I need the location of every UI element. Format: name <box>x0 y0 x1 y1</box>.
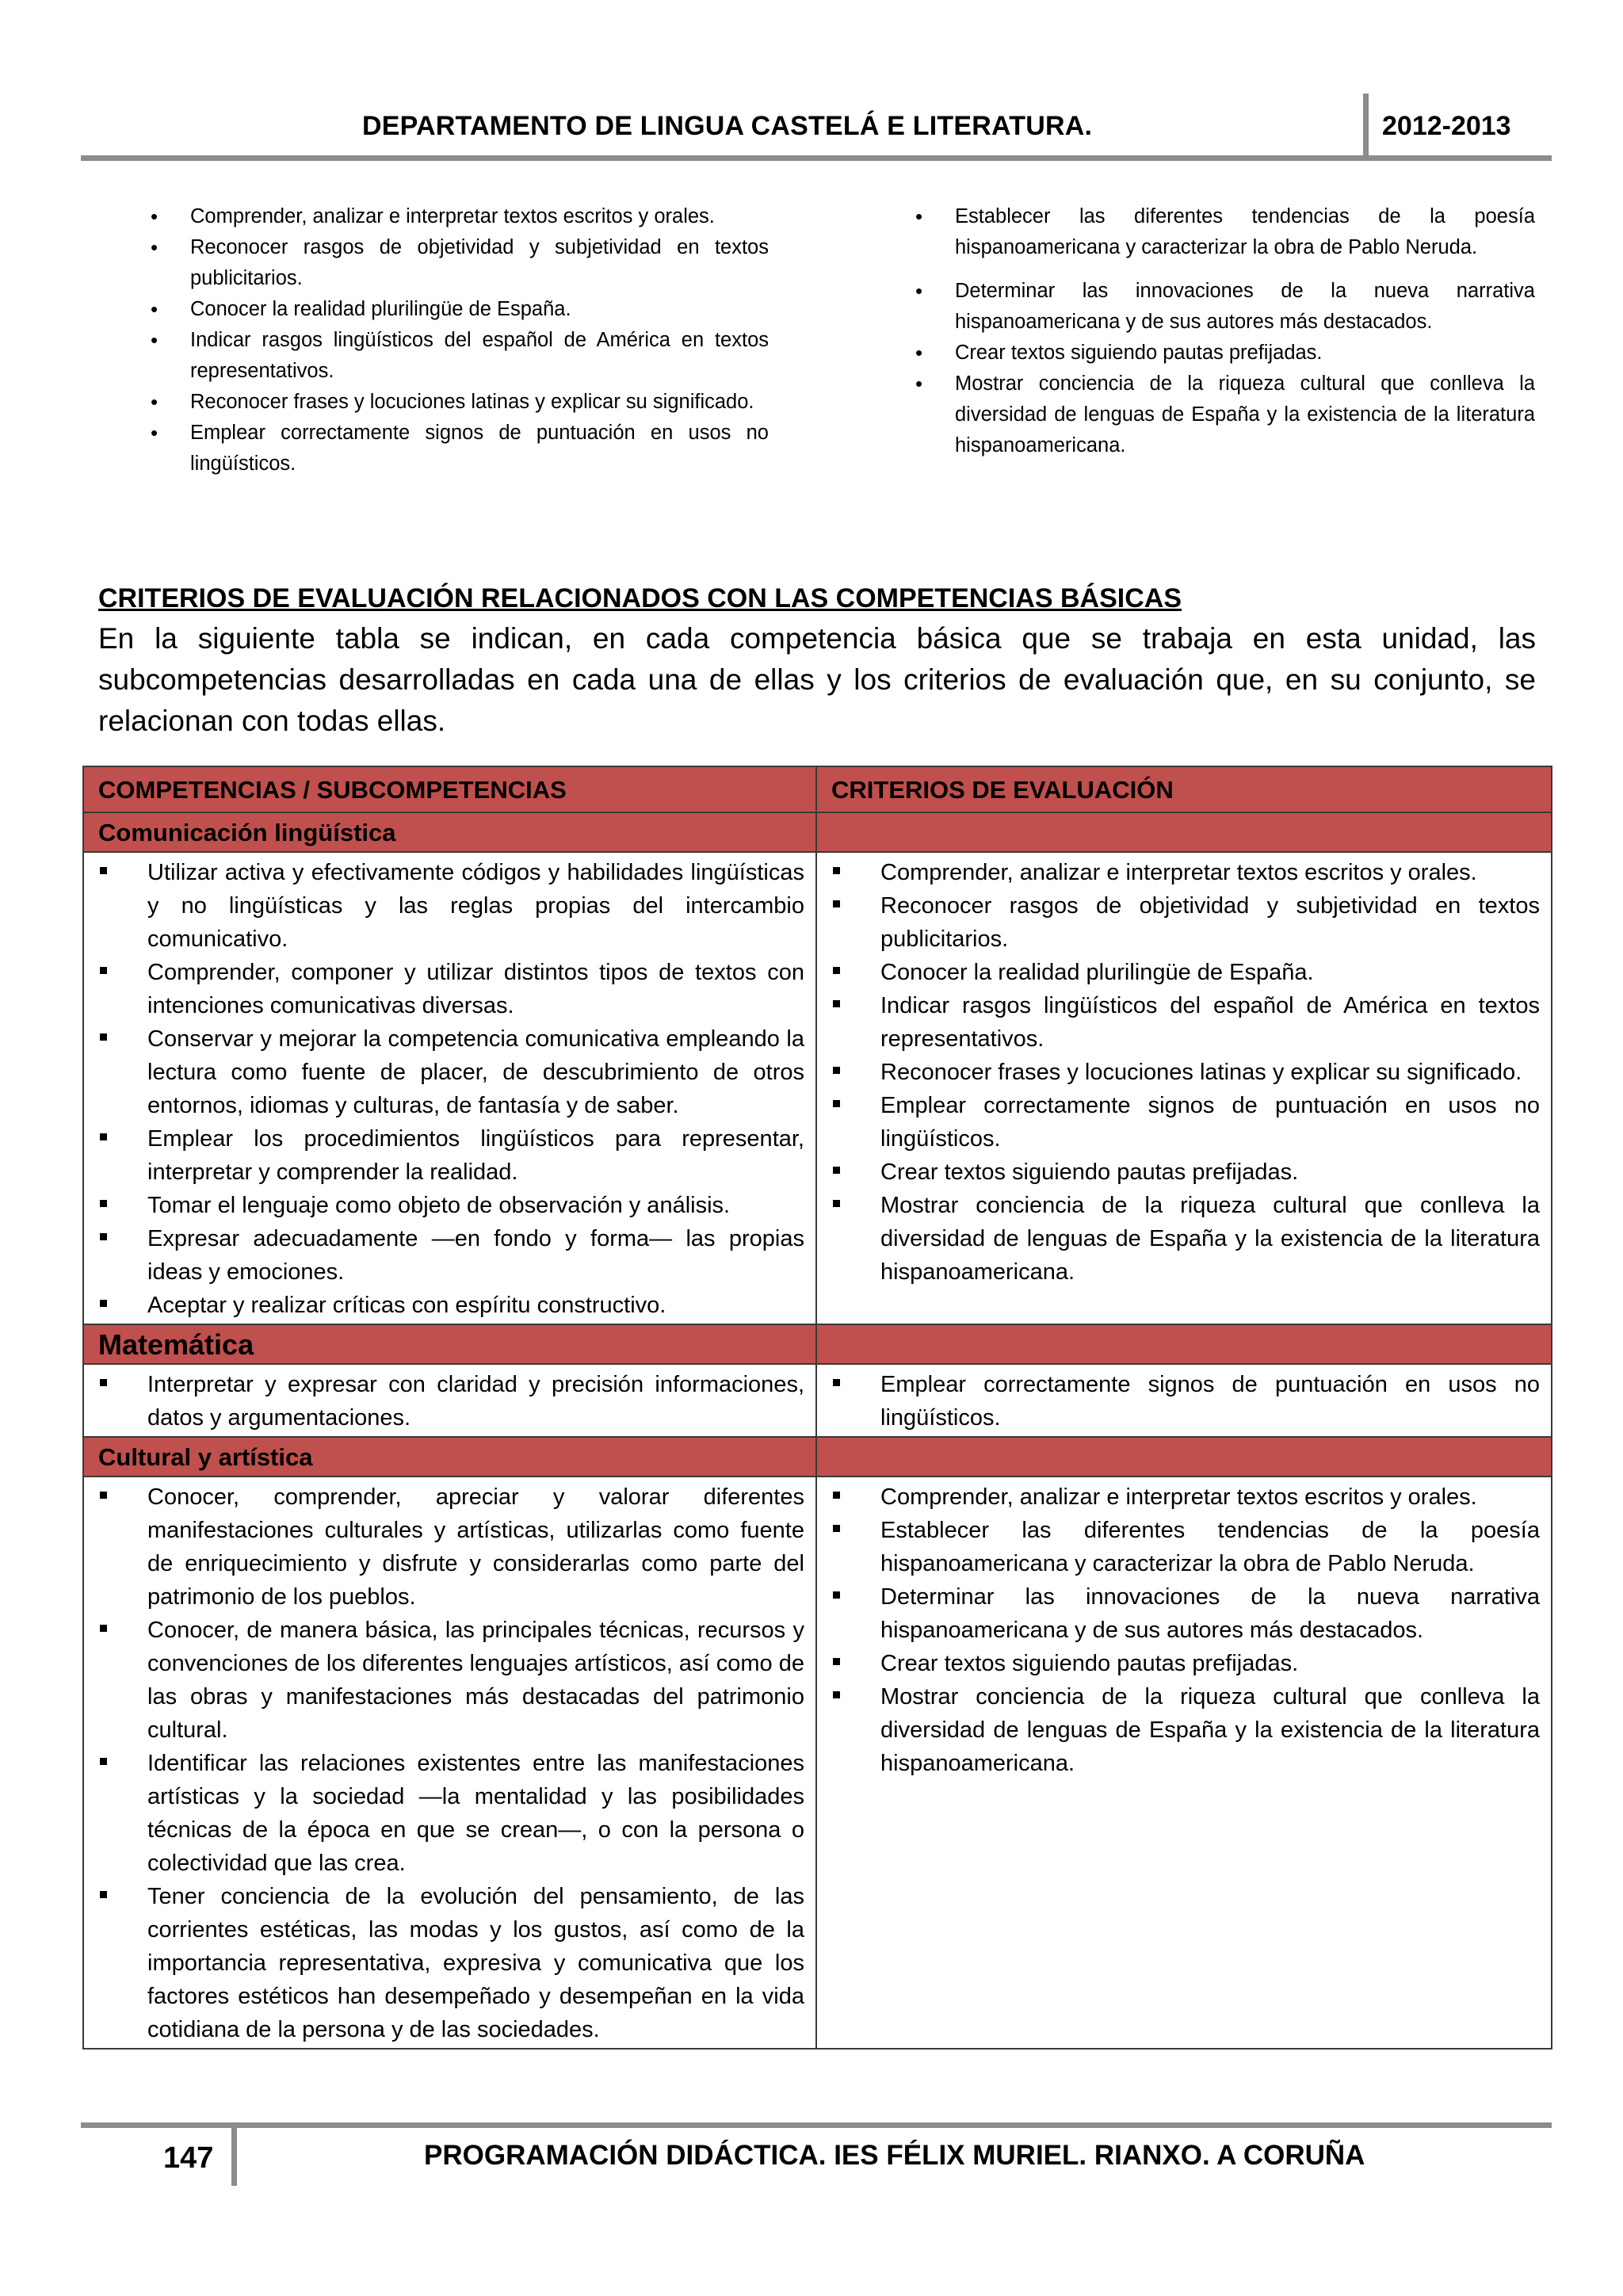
table-row <box>83 1477 1552 2049</box>
square-bullet-icon <box>833 1492 840 1499</box>
header-year: 2012-2013 <box>1382 111 1511 141</box>
footer-text: PROGRAMACIÓN DIDÁCTICA. IES FÉLIX MURIEL. RIANXO. A CORUÑA <box>424 2140 1365 2171</box>
section-empty-cell <box>816 812 1552 852</box>
list-item: Conocer, de manera básica, las principales técnicas, recursos y convenciones de los diferentes lenguajes artísticos, así como de las obras y manifestaciones más destacadas del patrimonio cultural. <box>98 1614 804 1747</box>
list-item: • Establecer las diferentes tendencias de la poesía hispanoamericana y caracterizar la obra de Pablo Neruda. <box>915 201 1535 263</box>
section-row-comunicacion <box>83 812 1552 852</box>
square-bullet-icon <box>833 1067 840 1074</box>
square-bullet-icon <box>833 1525 840 1532</box>
page-footer <box>81 2122 1552 2186</box>
bullet-icon: • <box>915 341 923 365</box>
objectives-right-list <box>915 201 1535 461</box>
list-item: Emplear correctamente signos de puntuación en usos no lingüísticos. <box>831 1368 1540 1435</box>
criterios-cell <box>816 1364 1552 1437</box>
list-item: Establecer las diferentes tendencias de la poesía hispanoamericana y caracterizar la obra de Pablo Neruda. <box>831 1514 1540 1580</box>
bullet-icon: • <box>151 235 158 259</box>
bullet-icon: • <box>151 390 158 414</box>
list-item: Mostrar conciencia de la riqueza cultural que conlleva la diversidad de lenguas de España y la existencia de la literatura hispanoamericana. <box>831 1680 1540 1780</box>
square-bullet-icon <box>833 1000 840 1007</box>
list-item: Crear textos siguiendo pautas prefijadas. <box>831 1647 1540 1680</box>
bullet-icon: • <box>151 328 158 352</box>
objectives-left-list <box>151 201 769 479</box>
square-bullet-icon <box>100 1033 107 1041</box>
list-item: Comprender, componer y utilizar distintos tipos de textos con intenciones comunicativas diversas. <box>98 956 804 1022</box>
bullet-icon: • <box>151 297 158 321</box>
section-row-cultural <box>83 1437 1552 1477</box>
square-bullet-icon <box>833 1658 840 1665</box>
square-bullet-icon <box>833 1167 840 1174</box>
list-item: • Emplear correctamente signos de puntuación en usos no lingüísticos. <box>151 418 769 479</box>
list-item: Identificar las relaciones existentes entre las manifestaciones artísticas y la sociedad —la mentalidad y las posibilidades técnicas de la época en que se crean—, o con la persona o colectividad que las crea. <box>98 1747 804 1880</box>
list-item: Comprender, analizar e interpretar textos escritos y orales. <box>831 856 1540 889</box>
list-item: Tomar el lenguaje como objeto de observación y análisis. <box>98 1189 804 1222</box>
bullet-icon: • <box>915 372 923 395</box>
square-bullet-icon <box>100 967 107 974</box>
subcompetencias-cell <box>83 1364 816 1437</box>
header-rule <box>81 155 1552 161</box>
list-item: Conocer, comprender, apreciar y valorar diferentes manifestaciones culturales y artísticas, utilizarlas como fuente de enriquecimiento y disfrute y considerarlas como parte del patrimonio de los pueblos. <box>98 1480 804 1614</box>
square-bullet-icon <box>100 1492 107 1499</box>
header-divider <box>1363 94 1369 160</box>
square-bullet-icon <box>100 1233 107 1240</box>
list-item: Expresar adecuadamente —en fondo y forma— las propias ideas y emociones. <box>98 1222 804 1289</box>
intro-paragraph: En la siguiente tabla se indican, en cada competencia básica que se trabaja en esta unidad, las subcompetencias desarrolladas en cada una de ellas y los criterios de evaluación que, en su conjunto, se relacionan con todas ellas. <box>98 622 1536 737</box>
list-item: • Mostrar conciencia de la riqueza cultural que conlleva la diversidad de lenguas de España y la existencia de la literatura hispanoamericana. <box>915 369 1535 461</box>
page-header <box>81 94 1552 160</box>
list-item: Conocer la realidad plurilingüe de España. <box>831 956 1540 989</box>
square-bullet-icon <box>833 1691 840 1698</box>
square-bullet-icon <box>833 867 840 874</box>
square-bullet-icon <box>833 1591 840 1599</box>
footer-rule <box>81 2122 1552 2128</box>
list-item: Comprender, analizar e interpretar textos escritos y orales. <box>831 1480 1540 1514</box>
square-bullet-icon <box>100 867 107 874</box>
list-item: Crear textos siguiendo pautas prefijadas. <box>831 1156 1540 1189</box>
list-item: • Reconocer rasgos de objetividad y subjetividad en textos publicitarios. <box>151 232 769 294</box>
list-item: Utilizar activa y efectivamente códigos y habilidades lingüísticas y no lingüísticas y las reglas propias del intercambio comunicativo. <box>98 856 804 956</box>
section-row-matematica <box>83 1324 1552 1364</box>
table-header-row <box>83 766 1552 812</box>
square-bullet-icon <box>100 1379 107 1386</box>
column-header-competencias: COMPETENCIAS / SUBCOMPETENCIAS <box>83 766 816 812</box>
square-bullet-icon <box>833 900 840 907</box>
section-empty-cell <box>816 1324 1552 1364</box>
section-name: Cultural y artística <box>83 1437 816 1477</box>
section-empty-cell <box>816 1437 1552 1477</box>
list-item: • Reconocer frases y locuciones latinas y explicar su significado. <box>151 387 769 418</box>
bullet-icon: • <box>151 421 158 445</box>
page-number: 147 <box>163 2141 214 2175</box>
table-row <box>83 1364 1552 1437</box>
square-bullet-icon <box>100 1200 107 1207</box>
list-item: Mostrar conciencia de la riqueza cultural que conlleva la diversidad de lenguas de España y la existencia de la literatura hispanoamericana. <box>831 1189 1540 1289</box>
list-item: Indicar rasgos lingüísticos del español de América en textos representativos. <box>831 989 1540 1056</box>
square-bullet-icon <box>100 1891 107 1898</box>
list-item: Emplear correctamente signos de puntuación en usos no lingüísticos. <box>831 1089 1540 1156</box>
square-bullet-icon <box>833 1100 840 1107</box>
list-item: • Crear textos siguiendo pautas prefijadas. <box>915 338 1535 369</box>
footer-divider <box>231 2122 237 2186</box>
square-bullet-icon <box>833 967 840 974</box>
list-item: Emplear los procedimientos lingüísticos para representar, interpretar y comprender la realidad. <box>98 1122 804 1189</box>
section-name: Matemática <box>83 1324 816 1364</box>
list-item: Determinar las innovaciones de la nueva narrativa hispanoamericana y de sus autores más destacados. <box>831 1580 1540 1647</box>
subcompetencias-cell <box>83 852 816 1324</box>
criteria-table <box>82 766 1552 2050</box>
bullet-icon: • <box>915 279 923 303</box>
bullet-icon: • <box>915 204 923 228</box>
list-item: Reconocer frases y locuciones latinas y explicar su significado. <box>831 1056 1540 1089</box>
list-item: Aceptar y realizar críticas con espíritu constructivo. <box>98 1289 804 1322</box>
list-item: Interpretar y expresar con claridad y precisión informaciones, datos y argumentaciones. <box>98 1368 804 1435</box>
list-item: Tener conciencia de la evolución del pensamiento, de las corrientes estéticas, las modas y los gustos, así como de la importancia representativa, expresiva y comunicativa que los factores estéticos han desempeñado y desempeñan en la vida cotidiana de la persona y de las sociedades. <box>98 1880 804 2046</box>
square-bullet-icon <box>833 1200 840 1207</box>
list-item: Reconocer rasgos de objetividad y subjetividad en textos publicitarios. <box>831 889 1540 956</box>
list-item: • Indicar rasgos lingüísticos del español de América en textos representativos. <box>151 325 769 387</box>
criterios-cell <box>816 852 1552 1324</box>
list-item: • Determinar las innovaciones de la nueva narrativa hispanoamericana y de sus autores más destacados. <box>915 276 1535 338</box>
square-bullet-icon <box>100 1300 107 1307</box>
list-item: • Conocer la realidad plurilingüe de España. <box>151 294 769 325</box>
table-row <box>83 852 1552 1324</box>
header-title: DEPARTAMENTO DE LINGUA CASTELÁ E LITERATURA. <box>362 111 1093 141</box>
section-name: Comunicación lingüística <box>83 812 816 852</box>
criterios-cell <box>816 1477 1552 2049</box>
subcompetencias-cell <box>83 1477 816 2049</box>
column-header-criterios: CRITERIOS DE EVALUACIÓN <box>816 766 1552 812</box>
square-bullet-icon <box>100 1133 107 1140</box>
bullet-icon: • <box>151 204 158 228</box>
section-title: CRITERIOS DE EVALUACIÓN RELACIONADOS CON LAS COMPETENCIAS BÁSICAS <box>98 583 1182 613</box>
square-bullet-icon <box>833 1379 840 1386</box>
square-bullet-icon <box>100 1758 107 1765</box>
square-bullet-icon <box>100 1625 107 1632</box>
list-item: Conservar y mejorar la competencia comunicativa empleando la lectura como fuente de placer, de descubrimiento de otros entornos, idiomas y culturas, de fantasía y de saber. <box>98 1022 804 1122</box>
list-item: • Comprender, analizar e interpretar textos escritos y orales. <box>151 201 769 232</box>
